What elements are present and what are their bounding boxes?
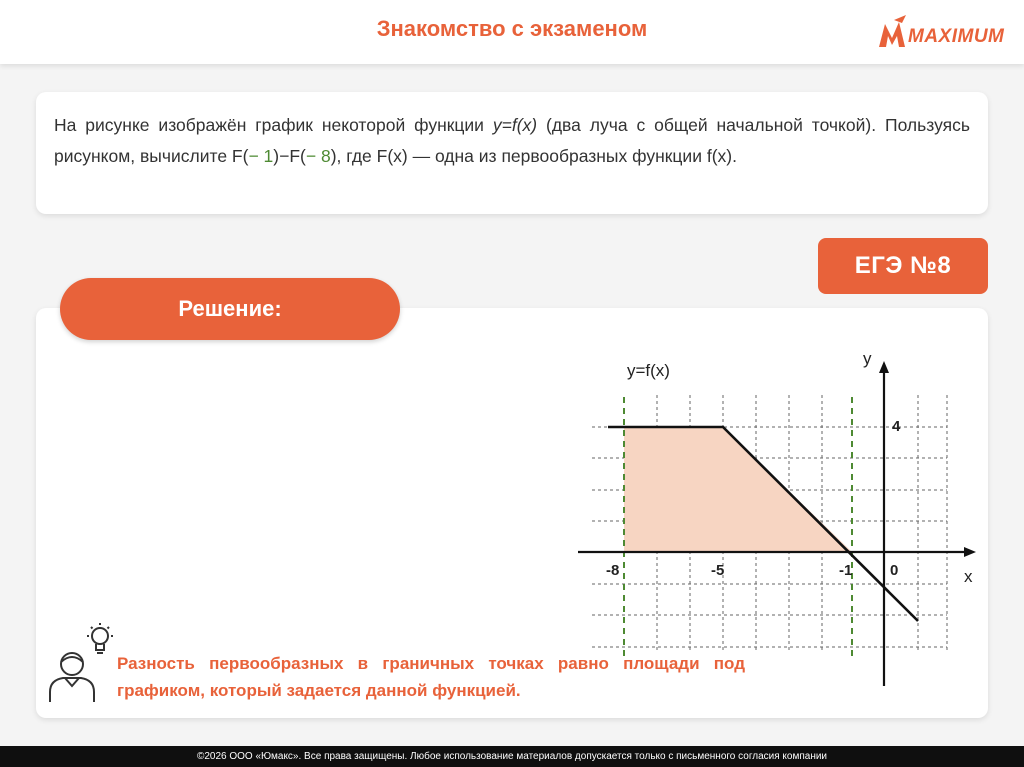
x-axis-label: x — [964, 567, 973, 586]
problem-text-part: )−F( — [273, 146, 306, 166]
logo-text: MAXIMUM — [908, 26, 1005, 47]
note-icons — [44, 622, 124, 704]
problem-card — [36, 92, 988, 214]
problem-text-part: (два луча с общей начальной точкой). Пользуясь рисунком, вычислите F( — [54, 115, 970, 166]
y-axis-label: y — [863, 349, 872, 368]
problem-statement — [54, 110, 970, 172]
x-tick-label: -1 — [839, 562, 853, 579]
x-tick-label: -8 — [606, 562, 620, 579]
header-bar — [0, 0, 1024, 64]
x-tick-label: -5 — [711, 562, 725, 579]
solution-heading: Решение: — [60, 278, 400, 340]
argument-value: − 8 — [305, 146, 331, 166]
page-title: Знакомство с экзаменом — [376, 16, 648, 41]
y-tick-label: 4 — [892, 418, 901, 435]
lightbulb-icon — [87, 623, 113, 653]
function-notation: y=f(x) — [492, 115, 538, 135]
maximum-logo[interactable] — [876, 14, 1016, 54]
maximum-logo-icon — [876, 14, 910, 54]
origin-label: 0 — [890, 562, 899, 579]
exam-number-badge: ЕГЭ №8 — [818, 238, 988, 294]
person-icon — [50, 653, 94, 702]
problem-text-part: На рисунке изображён график некоторой функции — [54, 115, 493, 135]
problem-text-part: ), где F(x) — одна из первообразных функции f(x). — [330, 146, 737, 166]
solution-hint: Разность первообразных в граничных точках равно площади под графиком, который задается данной функцией. — [117, 654, 745, 700]
function-label: y=f(x) — [627, 361, 670, 380]
copyright-footer: ©2026 ООО «Юмакс». Все права защищены. Любое использование материалов допускается только с письменного согласия компании — [0, 746, 1024, 767]
argument-value: − 1 — [248, 146, 274, 166]
